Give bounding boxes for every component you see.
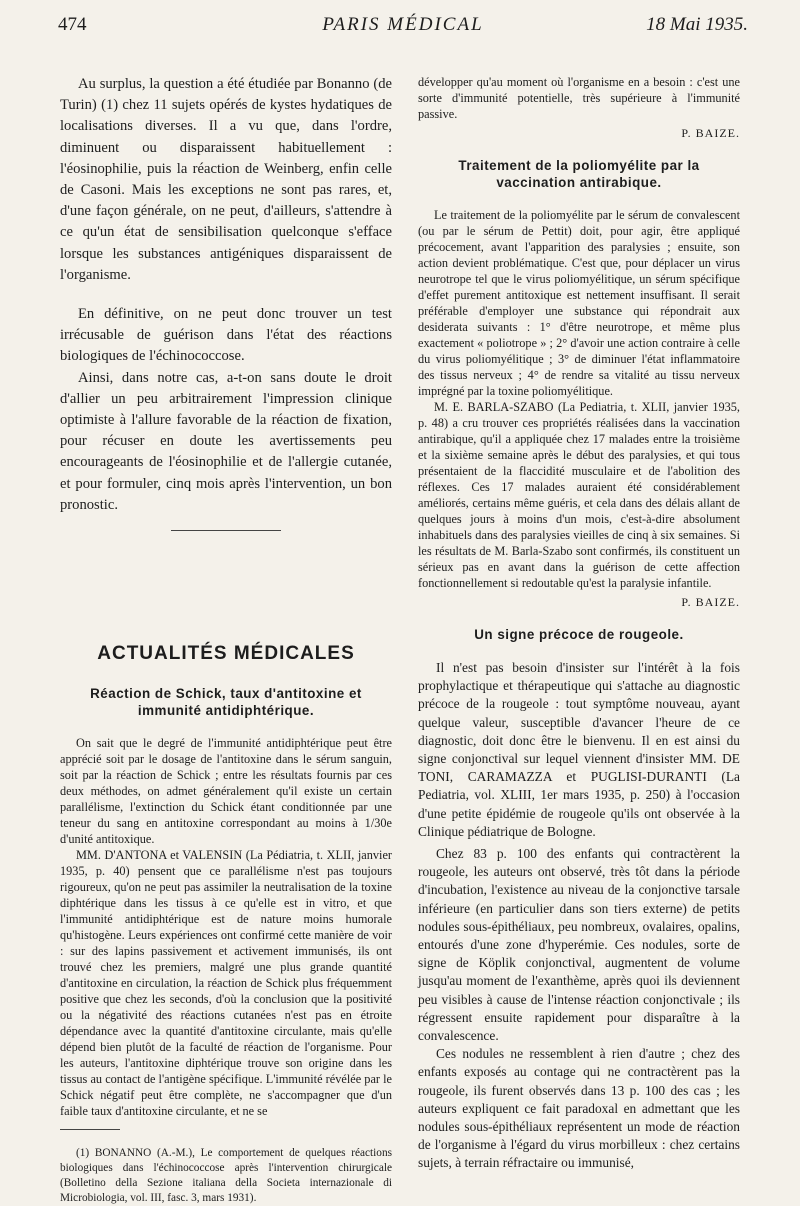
paragraph-schick-intro: On sait que le degré de l'immunité antidiphtérique peut être apprécié soit par le dosage de l'antitoxine dans le sérum sanguin, soit par la réaction de Schick ; entre les résultats fournis par ces deux méthodes, on admet généralement qu'il existe un certain parallélisme, l'extinction du Schick étant conditionnée par une teneur du sang en antitoxine correspondant au moins à 1/30e d'unité antitoxique. — [60, 736, 392, 847]
footnote: (1) BONANNO (A.-M.), Le comportement de quelques réactions biologiques dans l'échinococcose après l'intervention chirurgicale (Bolletino della Sezione italiana della Societa internazionale di Microbiologia, vol. III, fasc. 3, mars 1931). — [60, 1147, 392, 1205]
paragraph-schick-study: MM. D'ANTONA et VALENSIN (La Pédiatria, t. XLII, janvier 1935, p. 40) pensent que ce parallélisme n'est pas toujours rigoureux, qu'on ne peut pas assimiler la neutralisation de la toxine diphtérique dans les tissus à ce qu'elle est in vitro, et que l'immunité antidiphtérique est de nature moins humorale qu'histogène. Leurs expériences ont confirmé cette manière de voir : sur des lapins passivement et activement immunisés, ils ont trouvé chez les premiers, malgré une plus grande quantité d'antitoxine en circulation, la réaction de Schick plus fréquemment positive que chez les seconds, d'où la conclusion que la positivité ou la négativité des réactions cutanées n'est pas en étroite dépendance avec la quantité d'antitoxine circulante, mais qu'elle dépend bien plutôt de la faculté de réaction de l'organisme. Pour les auteurs, l'antitoxine diphtérique trouve son origine dans les tissus au contact de l'antigène spécifique. L'immunité révélée par le Schick négatif peut être complète, ne s'accompagner que d'un faible taux d'antitoxine circulante, et ne se — [60, 848, 392, 1119]
left-column — [60, 74, 392, 1206]
footnote-rule — [60, 1129, 120, 1130]
right-column — [418, 74, 740, 1173]
paragraph-conclusion: En définitive, on ne peut donc trouver un test irrécusable de guérison dans l'état des réactions biologiques de l'échinococcose. — [60, 306, 392, 365]
article-title-rougeole: Un signe précoce de rougeole. — [474, 627, 684, 642]
section-title: ACTUALITÉS MÉDICALES — [97, 643, 355, 665]
section-divider — [171, 530, 281, 531]
paragraph-pronostic: Ainsi, dans notre cas, a-t-on sans doute le droit d'allier un peu arbitrairement l'impression clinique optimiste à l'allure favorable de la réaction de fixation, pour récuser en doute les avertissements peu encourageants de l'éosinophilie et de l'allergie cutanée, et pour formuler, cinq mois après l'intervention, un bon pronostic. — [60, 369, 392, 513]
paragraph-schick-continued: développer qu'au moment où l'organisme en a besoin : c'est une sorte d'immunité potentielle, très supérieure à l'immunité passive. — [418, 75, 740, 121]
paragraph-rougeole-intro: Il n'est pas besoin d'insister sur l'intérêt à la fois prophylactique et thérapeutique qui s'attache au diagnostic précoce de la rougeole : tout symptôme nouveau, ayant quelque valeur, susceptible d'avancer l'heure de ce diagnostic, doit donc être le bienvenu. Il en est ainsi du signe conjonctival sur lequel viennent d'insister MM. DE TONI, CARAMAZZA et PUGLISI-DURANTI (La Pediatria, vol. XLIII, 1er mars 1935, p. 250) à l'occasion d'une petite épidémie de rougeole qu'ils ont observée à la Clinique pédiatrique de Bologne. — [418, 660, 740, 839]
signature-baize-2: P. BAIZE. — [681, 595, 740, 609]
article-title-polio: Traitement de la poliomyélite par la vaccination antirabique. — [458, 158, 700, 190]
article-title-schick: Réaction de Schick, taux d'antitoxine et immunité antidiphtérique. — [90, 686, 362, 719]
issue-date: 18 Mai 1935. — [646, 14, 748, 35]
paragraph-rougeole-explanation: Ces nodules ne ressemblent à rien d'autre ; chez des enfants exposés au contage qui ne contractèrent pas la rougeole, ils furent observés dans 13 p. 100 des cas ; les auteurs expliquent ce fait paradoxal en admettant que les nodules sous-épithéliaux représentent un mode de réaction de l'organisme à l'égard du virus morbilleux : chez certains sujets, à terrain réfractaire ou immunisé, — [418, 1046, 740, 1171]
journal-title: PARIS MÉDICAL — [322, 14, 484, 35]
paragraph-bonanno: Au surplus, la question a été étudiée par Bonanno (de Turin) (1) chez 11 sujets opérés de kystes hydatiques de localisations diverses. Il a vu que, dans l'ordre, diminuent ou disparaissent habituellement : l'éosinophilie, puis la réaction de Weinberg, enfin celle de Casoni. Mais les exceptions ne sont pas rares, et, d'une façon générale, on ne peut, d'ailleurs, s'attendre à ce qu'un état de sensibilisation quelconque s'efface lorsque les substances antigéniques disparaissent de l'organisme. — [60, 76, 392, 283]
page-header — [58, 14, 748, 44]
paragraph-rougeole-nodules: Chez 83 p. 100 des enfants qui contractèrent la rougeole, les auteurs ont observé, très tôt dans la période d'incubation, l'existence au niveau de la conjonctive tarsale inférieure (en particulier dans son tiers externe) de petits nodules sous-épithéliaux, peu nombreux, ovalaires, opalins, entourés d'une zone d'hyperémie. Ces nodules, sorte de signe de Köplik conjonctival, augmentent de volume jusqu'au moment de l'exanthème, après quoi ils deviennent peu visibles à cause de l'intense réaction conjonctivale ; ils régressent ensuite rapidement pour disparaître à la convalescence. — [418, 846, 740, 1044]
paragraph-polio-study: M. E. BARLA-SZABO (La Pediatria, t. XLII, janvier 1935, p. 48) a cru trouver ces propriétés réalisées dans la vaccination antirabique, qu'il a appliquée chez 17 malades entre la troisième et la sixième semaine après le début des paralysies, et qui tous présentaient de la flaccidité musculaire et de l'abolition des réflexes. Ces 17 malades auraient été considérablement améliorés, certains même guéris, et cela dans des délais allant de quelques jours à moins d'un mois, c'est-à-dire absolument inhabituels dans des paralysies vieilles de cinq à six semaines. Si les résultats de M. Barla-Szabo sont confirmés, ils constituent un sérieux pas en avant dans la guérison de cette affection fonctionnellement si redoutable qu'est la paralysie infantile. — [418, 400, 740, 590]
page-number: 474 — [58, 14, 87, 35]
paragraph-polio-intro: Le traitement de la poliomyélite par le sérum de convalescent (ou par le sérum de Pettit) doit, pour agir, être appliqué précocement, avant l'apparition des paralysies ; ensuite, son action devient problématique. C'est que, pour déplacer un virus neurotrope tel que le virus poliomyélitique, un sérum spécifique d'effet purement antitoxique est nettement insuffisant. Il serait préférable d'employer une substance qui répondrait aux desiderata suivants : 1° d'être neurotrope, et même plus exactement « poliotrope » ; 2° d'avoir une action contraire à celle du virus poliomyélitique ; 3° de diminuer l'état inflammatoire des tissus nerveux ; 4° de rendre sa vitalité au tissu nerveux imprégné par la toxine poliomyélitique. — [418, 208, 740, 398]
signature-baize-1: P. BAIZE. — [681, 126, 740, 140]
